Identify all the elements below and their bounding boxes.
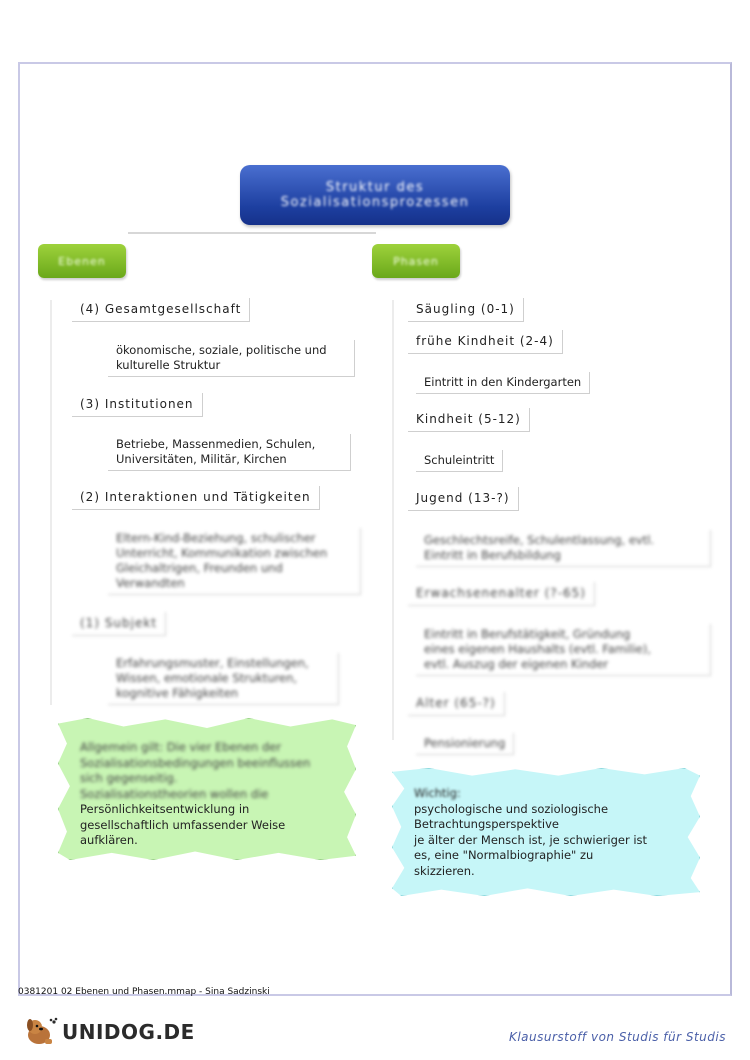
phase-alter-detail-text: Pensionierung: [424, 736, 506, 750]
note-line: gesellschaftlich umfassender Weise: [80, 817, 286, 832]
phase-erwachsenenalter-detail-line: Eintritt in Berufstätigkeit, Gründung: [424, 627, 631, 641]
phase-erwachsenenalter-label: Erwachsenenalter (?-65): [416, 586, 586, 600]
root-topic[interactable]: [240, 165, 510, 225]
note-line: sich gegenseitig.: [80, 771, 178, 785]
phase-erwachsenenalter-detail[interactable]: [416, 624, 711, 676]
logo-wordmark: UNIDOG.DE: [62, 1020, 195, 1044]
phase-fruehe-kindheit-label: frühe Kindheit (2-4): [416, 334, 554, 348]
connector-root: [128, 232, 376, 234]
ebene-4-detail[interactable]: [108, 340, 355, 377]
note-line: Wichtig:: [414, 786, 461, 800]
ebene-2-detail-line: Unterricht, Kommunikation zwischen: [116, 546, 328, 560]
note-line: Allgemein gilt: Die vier Ebenen der: [80, 740, 282, 754]
category-phasen[interactable]: [372, 244, 460, 278]
phase-saeugling-node[interactable]: [408, 298, 524, 322]
ebene-1-detail-line: Erfahrungsmuster, Einstellungen,: [116, 656, 309, 670]
note-line: je älter der Mensch ist, je schwieriger ist: [414, 832, 648, 847]
category-phasen-label: Phasen: [393, 254, 439, 268]
note-line: aufklären.: [80, 833, 138, 847]
ebene-4-detail-line: kulturelle Struktur: [116, 358, 221, 372]
phase-fruehe-kindheit-detail-text: Eintritt in den Kindergarten: [424, 375, 582, 389]
ebene-4-node[interactable]: [72, 298, 250, 322]
phase-alter-label: Alter (65-?): [416, 696, 496, 710]
ebene-4-label: (4) Gesamtgesellschaft: [80, 302, 242, 316]
phase-saeugling-label: Säugling (0-1): [416, 302, 515, 316]
ebene-1-detail-line: kognitive Fähigkeiten: [116, 686, 239, 700]
phase-jugend-label: Jugend (13-?): [416, 491, 510, 505]
note-callout-green-text: [80, 740, 340, 849]
phase-alter-detail[interactable]: [416, 733, 514, 755]
phase-alter-node[interactable]: [408, 692, 505, 716]
phase-kindheit-label: Kindheit (5-12): [416, 412, 521, 426]
ebene-1-detail-line: Wissen, emotionale Strukturen,: [116, 671, 298, 685]
root-title-line2: Sozialisationsprozessen: [280, 195, 470, 210]
unidog-logo[interactable]: [24, 1016, 195, 1048]
connector-right-spine: [392, 300, 394, 740]
category-ebenen-label: Ebenen: [58, 254, 106, 268]
tagline: Klausurstoff von Studis für Studis: [508, 1030, 726, 1044]
ebene-3-node[interactable]: [72, 393, 203, 417]
note-line: Betrachtungsperspektive: [414, 817, 559, 831]
phase-kindheit-detail-text: Schuleintritt: [424, 453, 495, 467]
ebene-2-detail-line: Gleichaltrigen, Freunden und: [116, 561, 283, 575]
ebene-3-detail[interactable]: [108, 434, 351, 471]
note-line: es, eine "Normalbiographie" zu: [414, 848, 594, 862]
phase-kindheit-detail[interactable]: [416, 450, 503, 472]
ebene-4-detail-line: ökonomische, soziale, politische und: [116, 343, 327, 357]
ebene-1-detail[interactable]: [108, 653, 339, 705]
phase-fruehe-kindheit-detail[interactable]: [416, 372, 590, 394]
phase-jugend-node[interactable]: [408, 487, 519, 511]
note-callout-blue-text: [414, 786, 684, 879]
ebene-3-detail-line: Universitäten, Militär, Kirchen: [116, 452, 287, 466]
phase-jugend-detail[interactable]: [416, 530, 711, 567]
category-ebenen[interactable]: [38, 244, 126, 278]
phase-jugend-detail-line: Geschlechtsreife, Schulentlassung, evtl.: [424, 533, 655, 547]
note-line: Persönlichkeitsentwicklung in: [80, 802, 250, 816]
phase-jugend-detail-line: Eintritt in Berufsbildung: [424, 548, 561, 562]
note-line: Sozialisationstheorien wollen die: [80, 786, 269, 801]
root-title-line1: Struktur des: [325, 180, 425, 195]
ebene-2-detail[interactable]: [108, 528, 361, 595]
phase-erwachsenenalter-node[interactable]: [408, 582, 595, 606]
ebene-2-detail-line: Verwandten: [116, 576, 185, 590]
note-line: skizzieren.: [414, 863, 475, 878]
ebene-3-detail-line: Betriebe, Massenmedien, Schulen,: [116, 437, 316, 451]
phase-erwachsenenalter-detail-line: eines eigenen Haushalts (evtl. Familie),: [424, 642, 651, 656]
ebene-2-label: (2) Interaktionen und Tätigkeiten: [80, 490, 311, 504]
phase-erwachsenenalter-detail-line: evtl. Auszug der eigenen Kinder: [424, 657, 609, 671]
file-name-label: 0381201 02 Ebenen und Phasen.mmap - Sina Sadzinski: [18, 987, 270, 997]
ebene-1-node[interactable]: [72, 612, 166, 636]
phase-kindheit-node[interactable]: [408, 408, 530, 432]
ebene-1-label: (1) Subjekt: [80, 616, 158, 630]
note-line: psychologische und soziologische: [414, 801, 609, 816]
ebene-3-label: (3) Institutionen: [80, 397, 194, 411]
dog-icon: [24, 1016, 58, 1048]
note-line: Sozialisationsbedingungen beeinflussen: [80, 755, 311, 770]
phase-fruehe-kindheit-node[interactable]: [408, 330, 563, 354]
ebene-2-detail-line: Eltern-Kind-Beziehung, schulischer: [116, 531, 316, 545]
connector-left-spine: [50, 300, 52, 705]
ebene-2-node[interactable]: [72, 486, 320, 510]
